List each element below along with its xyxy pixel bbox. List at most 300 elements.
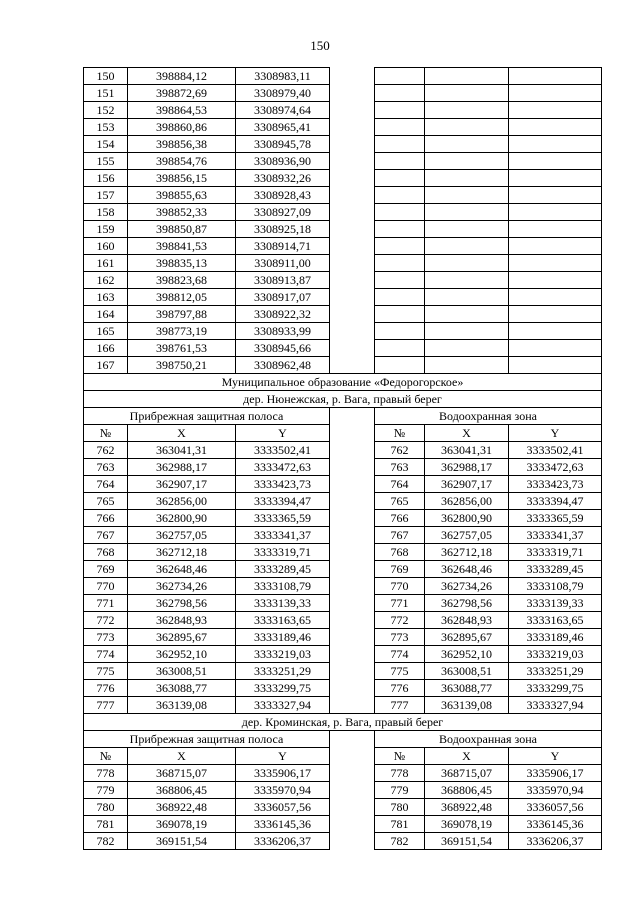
y-coordinate: 3333327,94 <box>236 697 330 714</box>
empty-cell <box>375 323 425 340</box>
gap-cell <box>330 731 375 748</box>
table-row <box>84 765 602 782</box>
table-row <box>84 833 602 850</box>
y-coordinate: 3308945,78 <box>236 136 330 153</box>
table-row <box>84 170 602 187</box>
y-coordinate: 3333502,41 <box>236 442 330 459</box>
y-coordinate: 3308983,11 <box>236 68 330 85</box>
y-coordinate: 3335970,94 <box>509 782 602 799</box>
coastal-strip-title: Прибрежная защитная полоса <box>84 408 330 425</box>
x-coordinate: 362856,00 <box>128 493 236 510</box>
municipality-title: Муниципальное образование «Федорогорское» <box>84 374 602 391</box>
y-coordinate: 3336057,56 <box>236 799 330 816</box>
gap-cell <box>330 646 375 663</box>
gap-cell <box>330 663 375 680</box>
x-coordinate: 398854,76 <box>128 153 236 170</box>
empty-cell <box>509 153 602 170</box>
gap-cell <box>330 527 375 544</box>
x-coordinate: 362988,17 <box>128 459 236 476</box>
table-row <box>84 595 602 612</box>
y-header: Y <box>509 425 602 442</box>
gap-cell <box>330 272 375 289</box>
point-number: 768 <box>375 544 425 561</box>
point-number: 777 <box>375 697 425 714</box>
water-protection-zone-title: Водоохранная зона <box>375 408 602 425</box>
empty-cell <box>509 204 602 221</box>
x-coordinate: 398856,38 <box>128 136 236 153</box>
x-coordinate: 368922,48 <box>128 799 236 816</box>
x-coordinate: 369078,19 <box>425 816 509 833</box>
y-coordinate: 3308932,26 <box>236 170 330 187</box>
point-number: 767 <box>375 527 425 544</box>
table-row <box>84 238 602 255</box>
gap-cell <box>330 561 375 578</box>
point-number: 166 <box>84 340 128 357</box>
gap-cell <box>330 340 375 357</box>
y-coordinate: 3333365,59 <box>236 510 330 527</box>
gap-cell <box>330 136 375 153</box>
y-coordinate: 3333299,75 <box>509 680 602 697</box>
gap-cell <box>330 85 375 102</box>
gap-cell <box>330 680 375 697</box>
y-coordinate: 3333251,29 <box>236 663 330 680</box>
x-coordinate: 363139,08 <box>425 697 509 714</box>
table-row <box>84 102 602 119</box>
table-row <box>84 340 602 357</box>
y-coordinate: 3333163,65 <box>236 612 330 629</box>
y-coordinate: 3333189,46 <box>509 629 602 646</box>
point-number: 766 <box>84 510 128 527</box>
gap-cell <box>330 476 375 493</box>
x-header: X <box>128 748 236 765</box>
x-coordinate: 362848,93 <box>425 612 509 629</box>
y-coordinate: 3333108,79 <box>236 578 330 595</box>
x-coordinate: 362734,26 <box>128 578 236 595</box>
y-coordinate: 3308974,64 <box>236 102 330 119</box>
water-protection-zone-title: Водоохранная зона <box>375 731 602 748</box>
point-number: 153 <box>84 119 128 136</box>
x-coordinate: 398852,33 <box>128 204 236 221</box>
y-coordinate: 3333423,73 <box>509 476 602 493</box>
village-title: дер. Нюнежская, р. Вага, правый берег <box>84 391 602 408</box>
x-coordinate: 362895,67 <box>425 629 509 646</box>
x-coordinate: 362712,18 <box>425 544 509 561</box>
x-coordinate: 362798,56 <box>425 595 509 612</box>
y-coordinate: 3333251,29 <box>509 663 602 680</box>
y-coordinate: 3333341,37 <box>236 527 330 544</box>
gap-cell <box>330 425 375 442</box>
x-coordinate: 363088,77 <box>425 680 509 697</box>
gap-cell <box>330 765 375 782</box>
empty-cell <box>425 272 509 289</box>
point-number: 152 <box>84 102 128 119</box>
table-row <box>84 323 602 340</box>
empty-cell <box>375 68 425 85</box>
x-coordinate: 398884,12 <box>128 68 236 85</box>
empty-cell <box>375 85 425 102</box>
gap-cell <box>330 629 375 646</box>
empty-cell <box>375 357 425 374</box>
empty-cell <box>509 221 602 238</box>
table-row <box>84 459 602 476</box>
point-number: 781 <box>375 816 425 833</box>
empty-cell <box>425 340 509 357</box>
empty-cell <box>509 119 602 136</box>
point-number: 773 <box>375 629 425 646</box>
x-coordinate: 398750,21 <box>128 357 236 374</box>
gap-cell <box>330 595 375 612</box>
empty-cell <box>425 204 509 221</box>
empty-cell <box>425 238 509 255</box>
x-coordinate: 398855,63 <box>128 187 236 204</box>
number-header: № <box>375 425 425 442</box>
empty-cell <box>375 272 425 289</box>
gap-cell <box>330 153 375 170</box>
x-coordinate: 362856,00 <box>425 493 509 510</box>
y-coordinate: 3336206,37 <box>509 833 602 850</box>
table-row <box>84 561 602 578</box>
empty-cell <box>425 255 509 272</box>
point-number: 768 <box>84 544 128 561</box>
table-row <box>84 442 602 459</box>
number-header: № <box>84 748 128 765</box>
y-coordinate: 3308913,87 <box>236 272 330 289</box>
x-coordinate: 362895,67 <box>128 629 236 646</box>
table-row <box>84 221 602 238</box>
table-row <box>84 527 602 544</box>
x-header: X <box>425 748 509 765</box>
table-row <box>84 816 602 833</box>
empty-cell <box>375 204 425 221</box>
x-coordinate: 368715,07 <box>425 765 509 782</box>
header-row <box>84 748 602 765</box>
x-coordinate: 398841,53 <box>128 238 236 255</box>
y-coordinate: 3333423,73 <box>236 476 330 493</box>
empty-cell <box>509 255 602 272</box>
y-coordinate: 3333472,63 <box>236 459 330 476</box>
y-coordinate: 3333108,79 <box>509 578 602 595</box>
point-number: 779 <box>375 782 425 799</box>
x-coordinate: 398773,19 <box>128 323 236 340</box>
y-coordinate: 3336145,36 <box>509 816 602 833</box>
x-coordinate: 369151,54 <box>128 833 236 850</box>
empty-cell <box>425 136 509 153</box>
coordinates-table <box>83 67 602 850</box>
gap-cell <box>330 357 375 374</box>
gap-cell <box>330 289 375 306</box>
point-number: 779 <box>84 782 128 799</box>
table-row <box>84 697 602 714</box>
number-header: № <box>375 748 425 765</box>
y-coordinate: 3308911,00 <box>236 255 330 272</box>
x-coordinate: 398761,53 <box>128 340 236 357</box>
gap-cell <box>330 442 375 459</box>
point-number: 770 <box>375 578 425 595</box>
point-number: 770 <box>84 578 128 595</box>
table-row <box>84 663 602 680</box>
y-coordinate: 3308962,48 <box>236 357 330 374</box>
empty-cell <box>425 187 509 204</box>
y-coordinate: 3333327,94 <box>509 697 602 714</box>
y-coordinate: 3333341,37 <box>509 527 602 544</box>
empty-cell <box>425 85 509 102</box>
point-number: 161 <box>84 255 128 272</box>
gap-cell <box>330 782 375 799</box>
x-coordinate: 362648,46 <box>425 561 509 578</box>
y-coordinate: 3308945,66 <box>236 340 330 357</box>
zone-titles-row <box>84 408 602 425</box>
x-coordinate: 362848,93 <box>128 612 236 629</box>
empty-cell <box>509 306 602 323</box>
x-header: X <box>128 425 236 442</box>
x-coordinate: 362907,17 <box>425 476 509 493</box>
gap-cell <box>330 238 375 255</box>
y-header: Y <box>236 748 330 765</box>
table-row <box>84 204 602 221</box>
y-coordinate: 3336057,56 <box>509 799 602 816</box>
x-header: X <box>425 425 509 442</box>
y-coordinate: 3308928,43 <box>236 187 330 204</box>
table-row <box>84 476 602 493</box>
x-coordinate: 369151,54 <box>425 833 509 850</box>
point-number: 765 <box>375 493 425 510</box>
village-row <box>84 714 602 731</box>
point-number: 766 <box>375 510 425 527</box>
empty-cell <box>509 340 602 357</box>
number-header: № <box>84 425 128 442</box>
gap-cell <box>330 408 375 425</box>
empty-cell <box>375 221 425 238</box>
gap-cell <box>330 612 375 629</box>
point-number: 762 <box>84 442 128 459</box>
y-coordinate: 3333139,33 <box>509 595 602 612</box>
empty-cell <box>425 153 509 170</box>
table-row <box>84 799 602 816</box>
x-coordinate: 362952,10 <box>425 646 509 663</box>
empty-cell <box>509 102 602 119</box>
empty-cell <box>509 136 602 153</box>
table-row <box>84 153 602 170</box>
point-number: 781 <box>84 816 128 833</box>
table-row <box>84 357 602 374</box>
empty-cell <box>425 170 509 187</box>
gap-cell <box>330 68 375 85</box>
y-coordinate: 3335906,17 <box>236 765 330 782</box>
table-row <box>84 578 602 595</box>
point-number: 762 <box>375 442 425 459</box>
x-coordinate: 398823,68 <box>128 272 236 289</box>
point-number: 156 <box>84 170 128 187</box>
empty-cell <box>375 238 425 255</box>
y-coordinate: 3335906,17 <box>509 765 602 782</box>
point-number: 158 <box>84 204 128 221</box>
page-number: 150 <box>310 38 330 53</box>
y-header: Y <box>236 425 330 442</box>
x-coordinate: 363139,08 <box>128 697 236 714</box>
gap-cell <box>330 833 375 850</box>
point-number: 765 <box>84 493 128 510</box>
y-coordinate: 3333189,46 <box>236 629 330 646</box>
empty-cell <box>375 340 425 357</box>
y-coordinate: 3308914,71 <box>236 238 330 255</box>
empty-cell <box>375 255 425 272</box>
table-row <box>84 510 602 527</box>
table-row <box>84 646 602 663</box>
table-row <box>84 782 602 799</box>
point-number: 769 <box>375 561 425 578</box>
table-row <box>84 306 602 323</box>
x-coordinate: 398864,53 <box>128 102 236 119</box>
header-row <box>84 425 602 442</box>
x-coordinate: 362757,05 <box>128 527 236 544</box>
empty-cell <box>425 221 509 238</box>
y-coordinate: 3333299,75 <box>236 680 330 697</box>
y-coordinate: 3336145,36 <box>236 816 330 833</box>
point-number: 155 <box>84 153 128 170</box>
y-coordinate: 3333139,33 <box>236 595 330 612</box>
empty-cell <box>509 238 602 255</box>
point-number: 764 <box>84 476 128 493</box>
point-number: 776 <box>375 680 425 697</box>
point-number: 769 <box>84 561 128 578</box>
y-coordinate: 3308936,90 <box>236 153 330 170</box>
empty-cell <box>509 272 602 289</box>
y-coordinate: 3333319,71 <box>236 544 330 561</box>
y-coordinate: 3333163,65 <box>509 612 602 629</box>
x-coordinate: 398872,69 <box>128 85 236 102</box>
x-coordinate: 398835,13 <box>128 255 236 272</box>
x-coordinate: 368806,45 <box>425 782 509 799</box>
gap-cell <box>330 493 375 510</box>
gap-cell <box>330 510 375 527</box>
x-coordinate: 362757,05 <box>425 527 509 544</box>
table-row <box>84 680 602 697</box>
gap-cell <box>330 323 375 340</box>
y-coordinate: 3333472,63 <box>509 459 602 476</box>
village-title: дер. Кроминская, р. Вага, правый берег <box>84 714 602 731</box>
empty-cell <box>375 119 425 136</box>
x-coordinate: 398860,86 <box>128 119 236 136</box>
y-coordinate: 3333219,03 <box>509 646 602 663</box>
table-row <box>84 255 602 272</box>
x-coordinate: 362907,17 <box>128 476 236 493</box>
x-coordinate: 398812,05 <box>128 289 236 306</box>
y-coordinate: 3333394,47 <box>509 493 602 510</box>
point-number: 150 <box>84 68 128 85</box>
table-row <box>84 289 602 306</box>
table-row <box>84 612 602 629</box>
gap-cell <box>330 544 375 561</box>
point-number: 782 <box>375 833 425 850</box>
y-coordinate: 3333365,59 <box>509 510 602 527</box>
x-coordinate: 362712,18 <box>128 544 236 561</box>
y-coordinate: 3333319,71 <box>509 544 602 561</box>
point-number: 763 <box>84 459 128 476</box>
gap-cell <box>330 255 375 272</box>
empty-cell <box>375 170 425 187</box>
point-number: 163 <box>84 289 128 306</box>
x-coordinate: 398850,87 <box>128 221 236 238</box>
point-number: 776 <box>84 680 128 697</box>
gap-cell <box>330 204 375 221</box>
gap-cell <box>330 221 375 238</box>
table-row <box>84 85 602 102</box>
empty-cell <box>509 85 602 102</box>
gap-cell <box>330 697 375 714</box>
point-number: 165 <box>84 323 128 340</box>
village-row <box>84 391 602 408</box>
table-row <box>84 544 602 561</box>
empty-cell <box>425 357 509 374</box>
point-number: 159 <box>84 221 128 238</box>
point-number: 167 <box>84 357 128 374</box>
empty-cell <box>375 289 425 306</box>
empty-cell <box>425 306 509 323</box>
point-number: 763 <box>375 459 425 476</box>
point-number: 774 <box>375 646 425 663</box>
x-coordinate: 363008,51 <box>425 663 509 680</box>
point-number: 780 <box>375 799 425 816</box>
point-number: 772 <box>375 612 425 629</box>
empty-cell <box>425 68 509 85</box>
y-coordinate: 3333502,41 <box>509 442 602 459</box>
x-coordinate: 368715,07 <box>128 765 236 782</box>
point-number: 775 <box>84 663 128 680</box>
empty-cell <box>509 357 602 374</box>
y-coordinate: 3336206,37 <box>236 833 330 850</box>
point-number: 767 <box>84 527 128 544</box>
y-coordinate: 3308922,32 <box>236 306 330 323</box>
table-row <box>84 136 602 153</box>
gap-cell <box>330 799 375 816</box>
y-coordinate: 3308979,40 <box>236 85 330 102</box>
point-number: 164 <box>84 306 128 323</box>
x-coordinate: 363008,51 <box>128 663 236 680</box>
empty-cell <box>375 187 425 204</box>
y-header: Y <box>509 748 602 765</box>
empty-cell <box>509 68 602 85</box>
x-coordinate: 363041,31 <box>425 442 509 459</box>
point-number: 162 <box>84 272 128 289</box>
table-row <box>84 68 602 85</box>
gap-cell <box>330 119 375 136</box>
point-number: 782 <box>84 833 128 850</box>
empty-cell <box>425 289 509 306</box>
point-number: 777 <box>84 697 128 714</box>
point-number: 778 <box>375 765 425 782</box>
gap-cell <box>330 748 375 765</box>
x-coordinate: 362800,90 <box>128 510 236 527</box>
x-coordinate: 363041,31 <box>128 442 236 459</box>
empty-cell <box>425 119 509 136</box>
table-row <box>84 629 602 646</box>
empty-cell <box>375 102 425 119</box>
coastal-strip-title: Прибрежная защитная полоса <box>84 731 330 748</box>
gap-cell <box>330 170 375 187</box>
gap-cell <box>330 102 375 119</box>
x-coordinate: 362988,17 <box>425 459 509 476</box>
point-number: 764 <box>375 476 425 493</box>
y-coordinate: 3335970,94 <box>236 782 330 799</box>
point-number: 775 <box>375 663 425 680</box>
empty-cell <box>375 153 425 170</box>
gap-cell <box>330 578 375 595</box>
x-coordinate: 368922,48 <box>425 799 509 816</box>
x-coordinate: 362952,10 <box>128 646 236 663</box>
gap-cell <box>330 306 375 323</box>
table-row <box>84 119 602 136</box>
point-number: 771 <box>375 595 425 612</box>
